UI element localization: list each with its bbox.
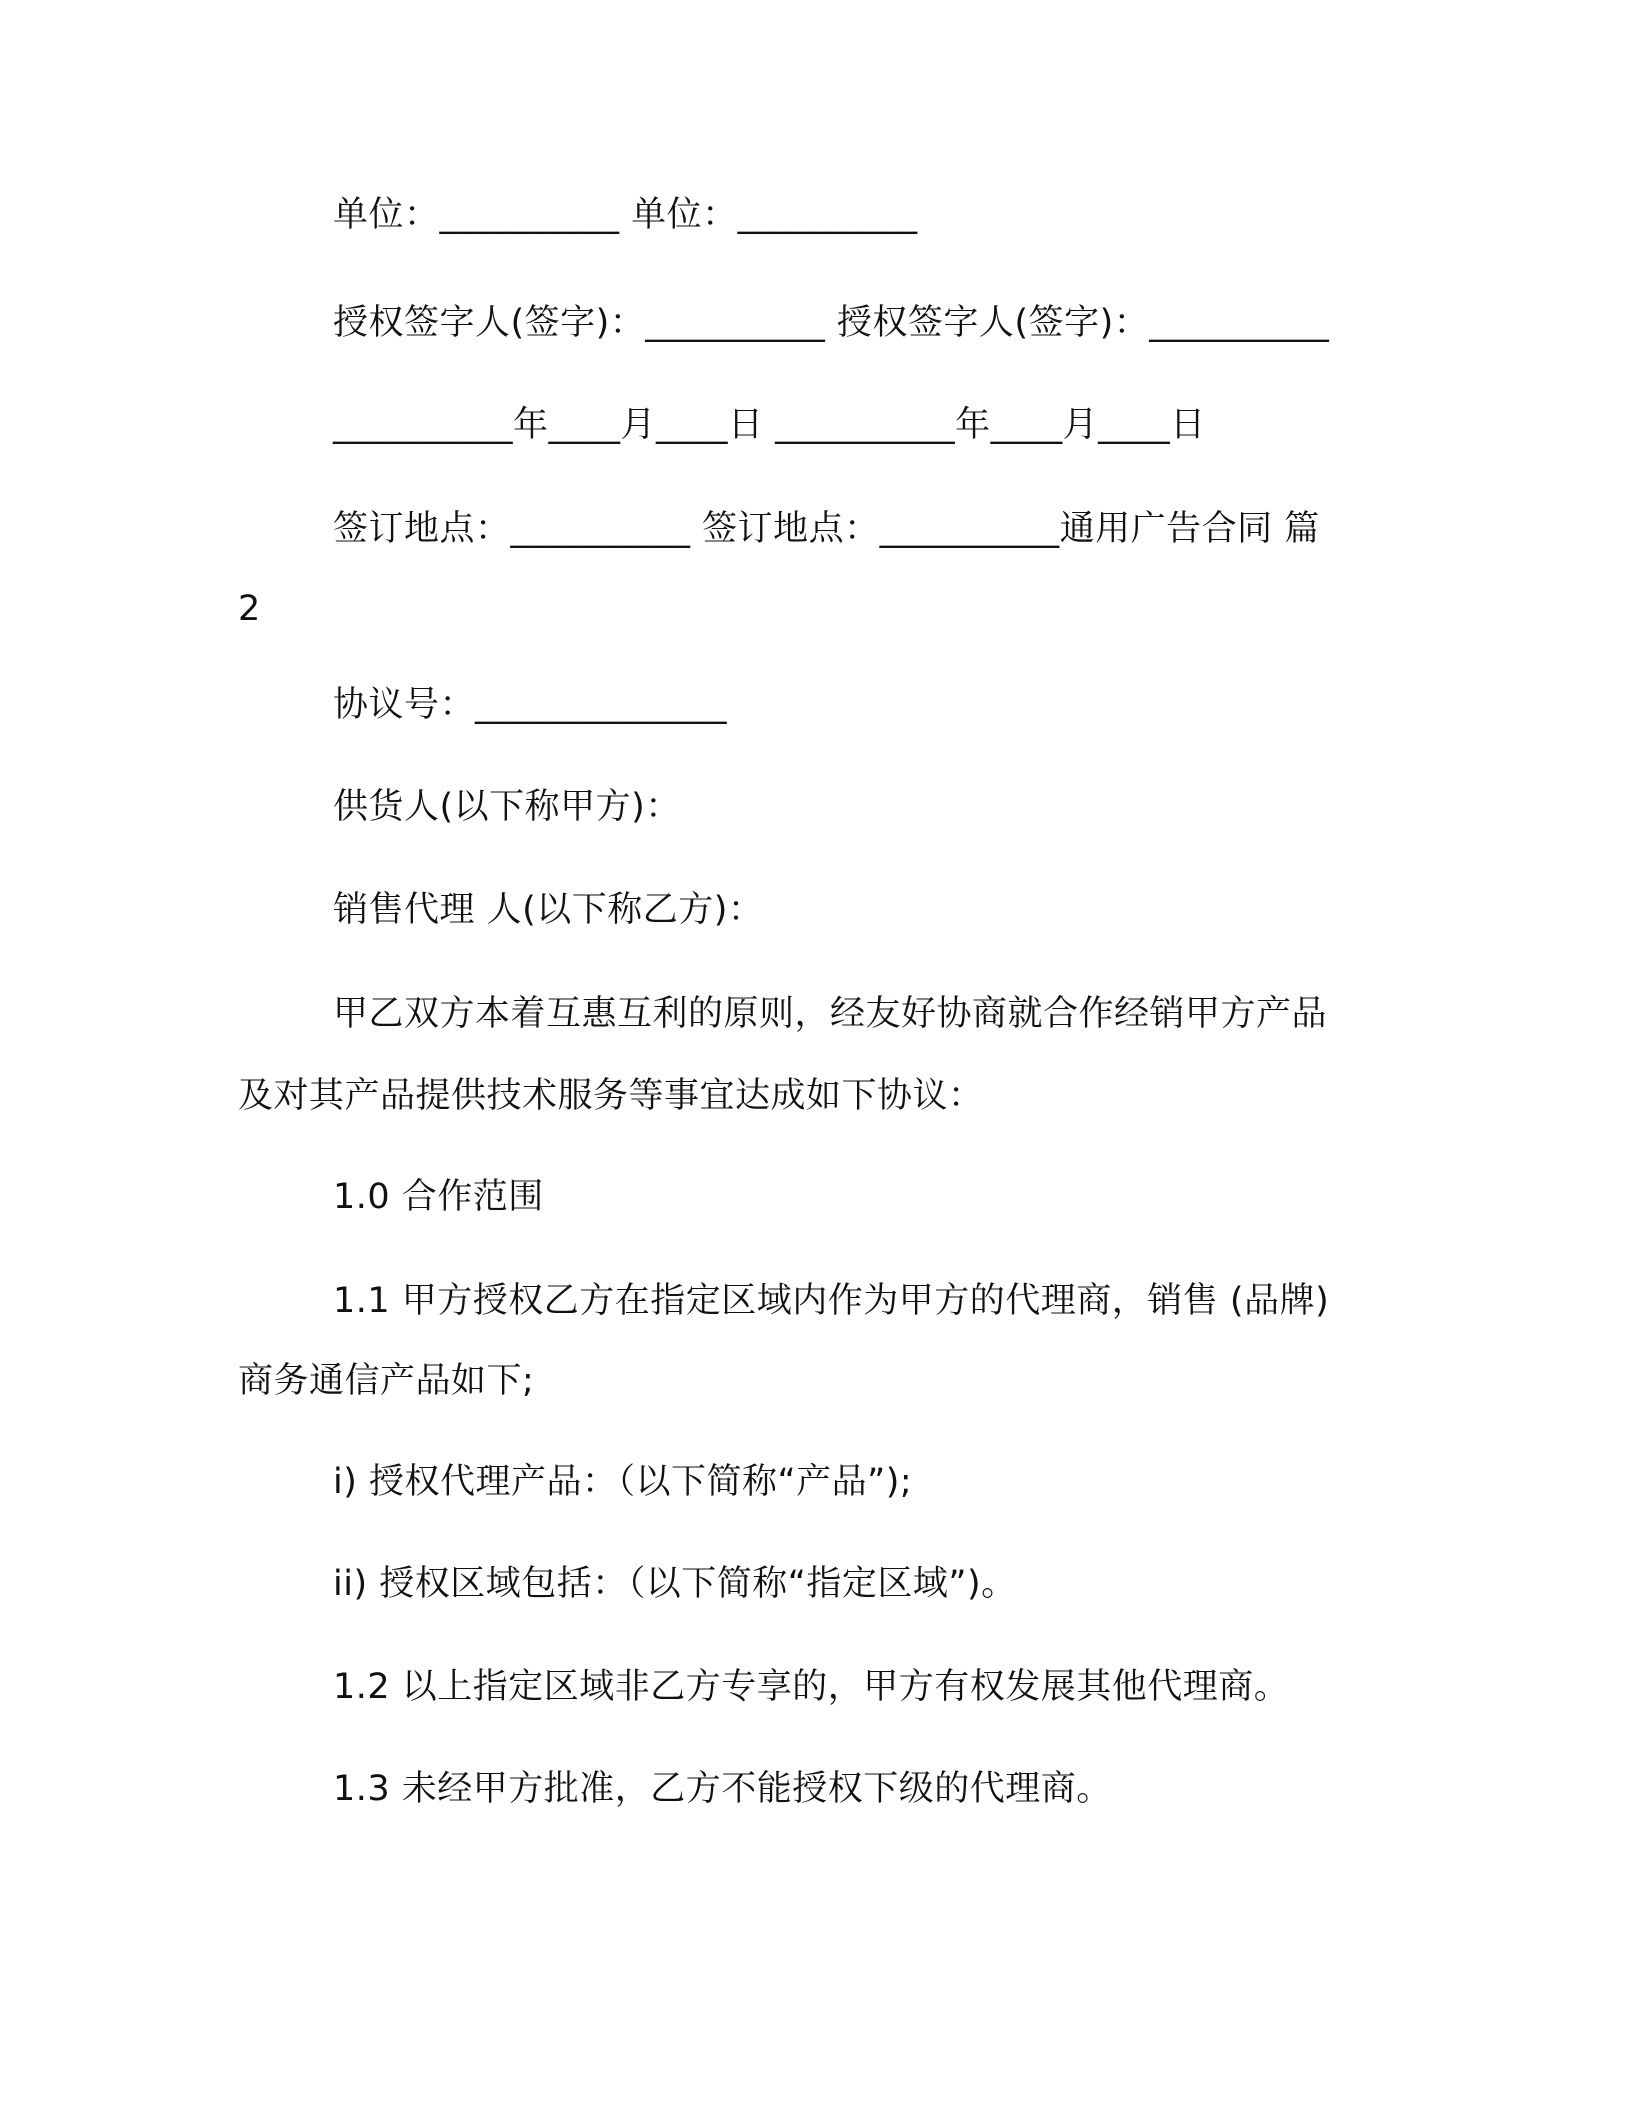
supplier-line: 供货人(以下称甲方)： xyxy=(333,787,681,827)
clause-1-3: 1.3 未经甲方批准，乙方不能授权下级的代理商。 xyxy=(333,1769,1112,1809)
section-number-line: 2 xyxy=(238,589,261,629)
preamble-line-2: 及对其产品提供技术服务等事宜达成如下协议： xyxy=(238,1076,984,1116)
preamble-line-1: 甲乙双方本着互惠互利的原则，经友好协商就合作经销甲方产品 xyxy=(333,994,1328,1034)
signature-unit-line: 单位：__________ 单位：__________ xyxy=(333,195,918,235)
sales-agent-line: 销售代理 人(以下称乙方)： xyxy=(333,890,764,930)
clause-1-1-line-1: 1.1 甲方授权乙方在指定区域内作为甲方的代理商，销售 (品牌) xyxy=(333,1281,1330,1321)
authorized-signer-line: 授权签字人(签字)：__________ 授权签字人(签字)：__________ xyxy=(333,303,1330,343)
clause-item-ii: ii) 授权区域包括：（以下简称“指定区域”)。 xyxy=(333,1564,1017,1604)
clause-item-i: i) 授权代理产品：（以下简称“产品”); xyxy=(333,1462,913,1502)
signing-date-line: __________年____月____日 __________年____月____日 xyxy=(333,405,1206,445)
signing-place-line: 签订地点：__________ 签订地点：__________通用广告合同 篇 xyxy=(333,509,1320,549)
clause-1-1-line-2: 商务通信产品如下; xyxy=(238,1361,535,1401)
agreement-number-line: 协议号：______________ xyxy=(333,685,728,725)
clause-1-2: 1.2 以上指定区域非乙方专享的，甲方有权发展其他代理商。 xyxy=(333,1667,1290,1707)
section-heading: 1.0 合作范围 xyxy=(333,1177,544,1217)
